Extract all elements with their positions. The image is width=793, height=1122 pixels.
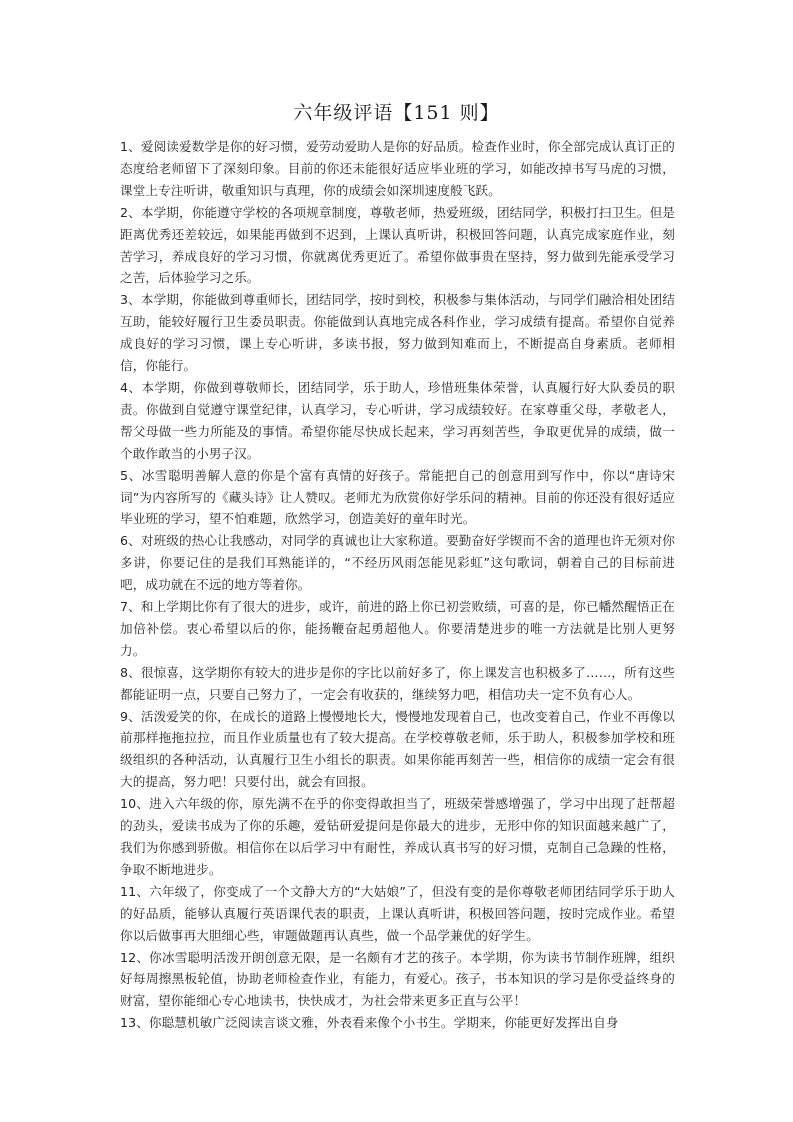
comment-paragraph: 5、冰雪聪明善解人意的你是个富有真情的好孩子。常能把自己的创意用到写作中，你以“唐诗宋词”为内容所写的《藏头诗》让人赞叹。老师尤为欣赏你好学乐问的精神。目前的你还没有很好适应毕业班的学习，望不怕难题，欣然学习，创造美好的童年时光。	[120, 467, 675, 527]
comment-paragraph: 2、本学期，你能遵守学校的各项规章制度，尊敬老师，热爱班级，团结同学，积极打扫卫生。但是距离优秀还差较远，如果能再做到不迟到，上课认真听讲，积极回答问题，认真完成家庭作业，刻苦学习，养成良好的学习习惯，你就离优秀更近了。希望你做事贵在坚持，努力做到先能承受学习之苦，后体验学习之乐。	[120, 204, 675, 286]
comment-paragraph: 1、爱阅读爱数学是你的好习惯，爱劳动爱助人是你的好品质。检查作业时，你全部完成认真订正的态度给老师留下了深刻印象。目前的你还未能很好适应毕业班的学习，如能改掉书写马虎的习惯，课堂上专注听讲，敬重知识与真理，你的成绩会如深圳速度般飞跃。	[120, 139, 675, 198]
comment-paragraph: 11、六年级了，你变成了一个文静大方的“大姑娘”了，但没有变的是你尊敬老师团结同学乐于助人的好品质，能够认真履行英语课代表的职责，上课认真听讲，积极回答问题，按时完成作业。希望你以后做事再大胆细心些，审题做题再认真些，做一个品学兼优的好学生。	[120, 883, 675, 943]
comment-paragraph: 7、和上学期比你有了很大的进步，或许，前进的路上你已初尝败绩，可喜的是，你已幡然醒悟正在加倍补偿。衷心希望以后的你，能扬鞭奋起勇超他人。你要清楚进步的唯一方法就是比别人更努力。	[120, 599, 675, 658]
comment-paragraph: 13、你聪慧机敏广泛阅读言谈文雅，外表看来像个小书生。学期来，你能更好发挥出自身	[120, 1015, 619, 1031]
document-body	[120, 136, 675, 1034]
comment-paragraph: 10、进入六年级的你，原先满不在乎的你变得敢担当了，班级荣誉感增强了，学习中出现了赶帮超的劲头，爱读书成为了你的乐趣，爱钻研爱提问是你最大的进步，无形中你的知识面越来越广了，我们为你感到骄傲。相信你在以后学习中有耐性，养成认真书写的好习惯，克制自己急躁的性格，争取不断地进步。	[120, 796, 675, 877]
comment-paragraph: 8、很惊喜，这学期你有较大的进步是你的字比以前好多了，你上课发言也积极多了……，所有这些都能证明一点，只要自己努力了，一定会有收获的，继续努力吧，相信功夫一定不负有心人。	[120, 664, 675, 702]
comment-paragraph: 9、活泼爱笑的你，在成长的道路上慢慢地长大，慢慢地发现着自己，也改变着自己，作业不再像以前那样拖拖拉拉，而且作业质量也有了较大提高。在学校尊敬老师，乐于助人，积极参加学校和班级组织的各种活动，认真履行卫生小组长的职责。如果你能再刻苦一些，相信你的成绩一定会有很大的提高，努力吧！只要付出，就会有回报。	[120, 708, 675, 790]
comment-paragraph: 12、你冰雪聪明活泼开朗创意无限，是一名颇有才艺的孩子。本学期，你为读书节制作班牌，组织好每周擦黑板轮值，协助老师检查作业，有能力，有爱心。孩子，书本知识的学习是你受益终身的财富，望你能细心专心地读书，快快成才，为社会带来更多正直与公平！	[120, 949, 675, 1009]
comment-paragraph: 4、本学期，你做到尊敬师长，团结同学，乐于助人，珍惜班集体荣誉，认真履行好大队委员的职责。你做到自觉遵守课堂纪律，认真学习，专心听讲，学习成绩较好。在家尊重父母，孝敬老人，帮父母做一些力所能及的事情。希望你能尽快成长起来，学习再刻苦些，争取更优异的成绩，做一个敢作敢当的小男子汉。	[120, 379, 675, 461]
comment-paragraph: 6、对班级的热心让我感动，对同学的真诚也让大家称道。要勤奋好学锲而不舍的道理也许无须对你多讲，你要记住的是我们耳熟能详的，“不经历风雨怎能见彩虹”这句歌词，朝着自己的目标前进吧，成功就在不远的地方等着你。	[120, 533, 675, 593]
comment-paragraph: 3、本学期，你能做到尊重师长，团结同学，按时到校，积极参与集体活动，与同学们融洽相处团结互助，能较好履行卫生委员职责。你能做到认真地完成各科作业，学习成绩有提高。希望你自觉养成良好的学习习惯，课上专心听讲，多读书报，努力做到知难而上，不断提高自身素质。老师相信，你能行。	[120, 292, 675, 374]
document-title: 六年级评语【151 则】	[293, 102, 500, 124]
